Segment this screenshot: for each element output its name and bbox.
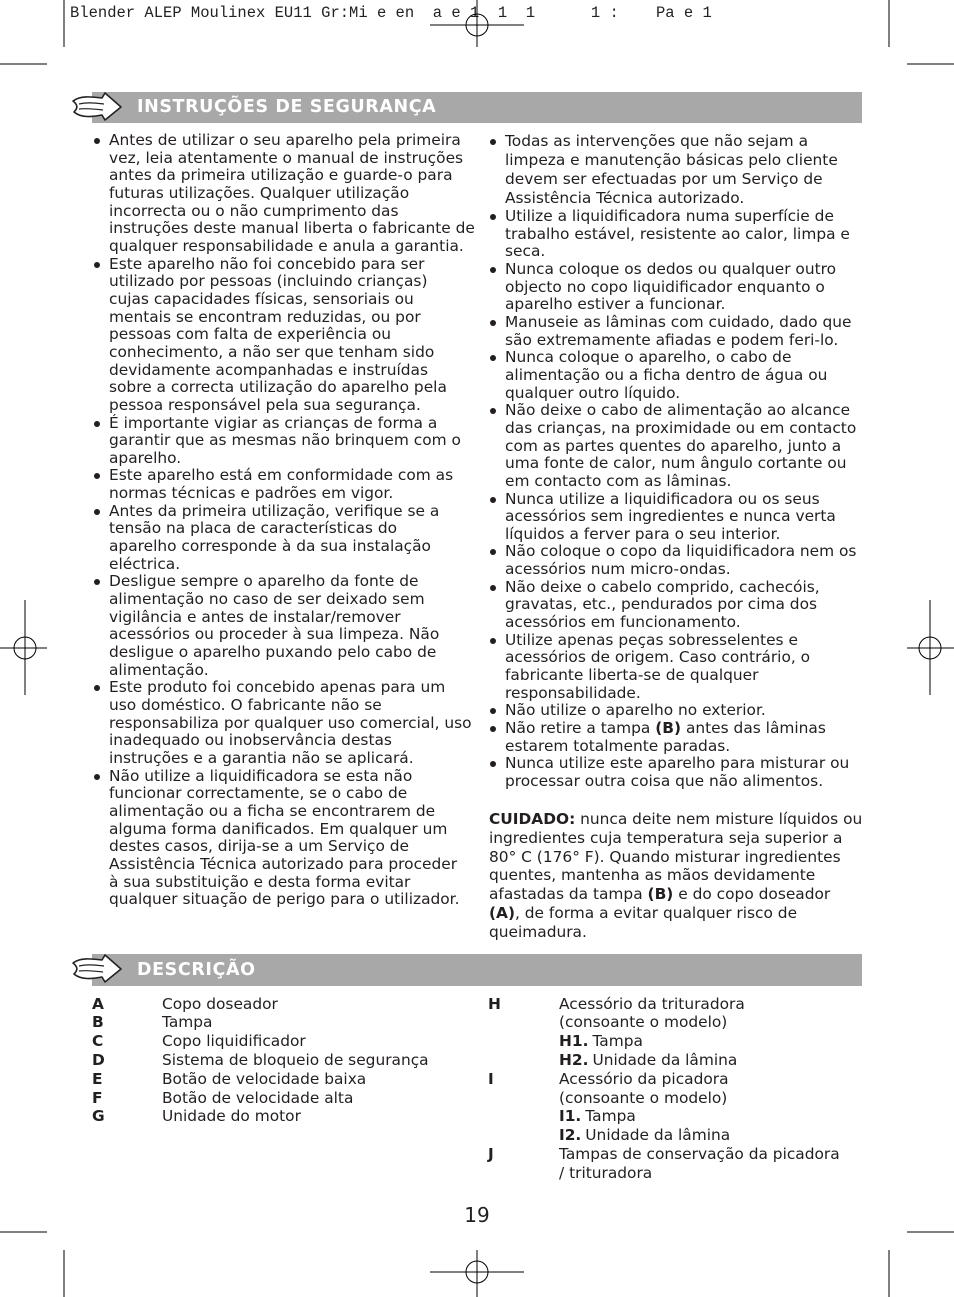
sub-part-row [488,1051,840,1070]
description-section-title: DESCRIÇÃO [137,960,256,980]
bullet-icon [94,421,100,427]
emphasis-text: (A) [489,903,515,922]
text-run: Utilize apenas peças sobresselentes e acessórios de origem. Caso contrário, o fabricante liberta-se de qualquer responsabilidade. [505,630,811,702]
text-run: Manuseie as lâminas com cuidado, dado que são extremamente afiadas e podem feri-lo. [505,312,852,349]
bullet-icon [490,585,496,591]
safety-instruction [488,208,868,261]
text-run: Nunca utilize este aparelho para misturar ou processar outra coisa que não alimentos. [505,754,850,790]
safety-instruction [488,491,868,544]
bullet-icon [94,473,100,479]
bullet-icon [490,214,496,220]
part-row-h [488,995,840,1033]
part-label: Copo doseador [162,994,278,1013]
sub-part-entry [559,1126,730,1145]
sub-part-label: Tampa [585,1107,636,1126]
safety-instruction [92,415,477,468]
sub-part-entry [559,1051,737,1070]
bullet-icon [94,262,100,268]
text-run: Não utilize a liquidificadora se esta não funcionar correctamente, se o cabo de alimentação ou a ficha se encontrarem de alguma forma danificados. Em qualquer um destes casos, dirija-se a um Serviço de Assistência Técnica autorizado para proceder à sua substituição e desta forma evitar qualquer situação de perigo para o utilizador. [109,766,460,909]
registration-mark [907,600,954,695]
part-label: Sistema de bloqueio de segurança [162,1050,429,1069]
text-run: Este aparelho não foi concebido para ser utilizado por pessoas (incluindo crianças) cujas capacidades físicas, sensoriais ou mentais se encontram reduzidas, ou por pessoas com falta de experiência ou conhecimento, a não ser que tenham sido devidamente acompanhadas e instruídas sobre a correcta utilização do aparelho pela pessoa responsável pela sua segurança. [109,254,447,414]
crop-mark [889,1232,954,1297]
safety-instruction [488,402,868,490]
safety-list-left [92,132,477,909]
bullet-icon [490,761,496,767]
text-run: Não retire a tampa [505,719,656,738]
safety-instruction [488,632,868,703]
text-run: nunca deite nem misture líquidos ou ingredientes cuja temperatura seja superior a 80° C (176° F). Quando misturar ingredientes quentes, mantenha as mãos devidamente afastadas da tampa [489,810,863,904]
part-letter: B [92,1013,104,1032]
bullet-icon [94,138,100,144]
part-letter-spacer [488,1032,559,1051]
text-run: Todas as intervenções que não sejam a limpeza e manutenção básicas pelo cliente devem ser efectuadas por um Serviço de Assistência Técnica autorizado. [505,132,838,207]
text-run: Não deixe o cabo de alimentação ao alcance das crianças, na proximidade ou em contacto com as partes quentes do aparelho, junto a uma fonte de calor, num ângulo cortante ou em contacto com as lâminas. [505,401,857,490]
part-row-f [92,1089,429,1108]
sub-part-key: I2. [559,1126,582,1145]
safety-instruction [92,256,477,415]
part-label: Acessório da trituradora (consoante o modelo) [559,994,745,1032]
bullet-icon [490,139,496,145]
bullet-icon [490,267,496,273]
text-run: Antes de utilizar o seu aparelho pela primeira vez, leia atentamente o manual de instruções antes da primeira utilização e guarde-o para futuras utilizações. Qualquer utilização incorrecta ou o não cumprimento das instruções deste manual liberta o fabricante de qualquer responsabilidade e anula a garantia. [109,131,475,255]
text-run: Este produto foi concebido apenas para um uso doméstico. O fabricante não se responsabiliza por qualquer uso comercial, uso inadequado ou inobservância destas instruções e a garantia não se aplicará. [109,678,472,767]
bullet-icon [94,579,100,585]
safety-section-header [92,92,862,123]
sub-part-row [488,1126,840,1145]
crop-mark [0,1232,64,1297]
parts-list-right [488,995,840,1183]
page-number: 19 [464,1203,490,1227]
emphasis-text: (B) [655,719,682,738]
part-row-b [92,1013,429,1032]
sub-part-entry [559,1032,643,1051]
part-row-d [92,1051,429,1070]
bullet-icon [490,638,496,644]
crop-mark [889,0,954,64]
bullet-icon [490,408,496,414]
description-section-header [92,954,862,986]
parts-list-left [92,995,429,1127]
bullet-icon [490,320,496,326]
part-letter: J [488,1144,494,1163]
text-run: Nunca utilize a liquidificadora ou os seus acessórios sem ingredientes e nunca verta líquidos a ferver para o seu interior. [505,489,836,543]
safety-instruction [488,132,868,208]
text-run: Este aparelho está em conformidade com as normas técnicas e padrões em vigor. [109,466,454,503]
text-run: , de forma a evitar qualquer risco de queimadura. [489,903,798,941]
text-run: e do copo doseador [678,885,831,904]
part-label: Tampa [162,1013,213,1032]
text-run: Não utilize o aparelho no exterior. [505,701,766,720]
part-letter: D [92,1050,105,1069]
print-slug-line: Blender ALEP Moulinex EU11 Gr:Mi e en a e 1 1 1 1 : Pa e 1 [70,4,712,22]
part-letter: I [488,1069,494,1088]
text-run: antes das lâminas estarem totalmente paradas. [505,719,826,755]
text-run: Não deixe o cabelo comprido, cachecóis, gravatas, etc., pendurados por cima dos acessórios em funcionamento. [505,577,820,632]
safety-instruction [488,755,868,790]
safety-instruction [92,467,477,502]
part-label: Unidade do motor [162,1107,301,1126]
bullet-icon [94,685,100,691]
safety-instruction [488,720,868,755]
pointing-arrow-icon [71,91,123,123]
part-label: Tampas de conservação da picadora / trituradora [559,1144,840,1182]
safety-instruction [488,314,868,349]
part-letter-spacer [488,1126,559,1145]
part-letter: H [488,994,501,1013]
part-label: Acessório da picadora (consoante o modelo) [559,1069,729,1107]
sub-part-row [488,1107,840,1126]
safety-instruction [488,261,868,314]
sub-part-key: H2. [559,1050,589,1069]
part-row-e [92,1070,429,1089]
text-run: Não coloque o copo da liquidificadora nem os acessórios num micro-ondas. [505,542,857,579]
emphasis-text: (B) [647,885,674,904]
safety-instruction [488,543,868,578]
emphasis-text: CUIDADO: [489,810,576,828]
part-row-i [488,1070,840,1108]
safety-instruction [488,702,868,720]
bullet-icon [490,708,496,714]
safety-section-title: INSTRUÇÕES DE SEGURANÇA [137,97,437,117]
bullet-icon [94,774,100,780]
part-letter: A [92,994,104,1013]
part-letter: F [92,1088,103,1107]
sub-part-key: I1. [559,1107,582,1126]
part-letter-spacer [488,1051,559,1070]
part-row-g [92,1107,429,1126]
text-run: Desligue sempre o aparelho da fonte de alimentação no caso de ser deixado sem vigilância e antes de instalar/remover acessórios ou proceder à sua limpeza. Não desligue o aparelho puxando pelo cabo de alimentação. [109,572,440,679]
part-row-c [92,1032,429,1051]
registration-mark [430,1250,524,1297]
safety-list-right [488,132,868,791]
part-row-j [488,1145,840,1183]
sub-part-label: Unidade da lâmina [585,1126,731,1145]
sub-part-key: H1. [559,1032,589,1051]
text-run: Utilize a liquidificadora numa superfície de trabalho estável, resistente ao calor, limpa e seca. [505,207,850,261]
sub-part-label: Unidade da lâmina [592,1050,738,1069]
sub-part-label: Tampa [592,1032,643,1051]
part-letter: C [92,1032,104,1051]
safety-instruction [92,768,477,909]
part-letter: G [92,1107,105,1126]
part-label: Botão de velocidade alta [162,1088,354,1107]
safety-instruction [488,579,868,632]
safety-instruction [92,573,477,679]
bullet-icon [94,509,100,515]
safety-instruction [488,349,868,402]
bullet-icon [490,355,496,361]
part-letter: E [92,1069,103,1088]
text-run: Nunca coloque o aparelho, o cabo de alimentação ou a ficha dentro de água ou qualquer outro líquido. [505,348,828,402]
safety-instruction [92,503,477,574]
crop-mark [0,0,64,64]
safety-instruction [92,132,477,256]
sub-part-entry [559,1107,636,1126]
part-label: Botão de velocidade baixa [162,1069,367,1088]
text-run: Antes da primeira utilização, verifique se a tensão na placa de características do aparelho corresponde à da sua instalação eléctrica. [109,501,440,573]
bullet-icon [490,726,496,732]
safety-instruction [92,679,477,767]
caution-note [489,810,862,942]
part-row-a [92,995,429,1014]
bullet-icon [490,549,496,555]
pointing-arrow-icon [71,953,123,985]
bullet-icon [490,497,496,503]
registration-mark [0,600,47,695]
sub-part-row [488,1032,840,1051]
part-label: Copo liquidificador [162,1032,306,1051]
text-run: É importante vigiar as crianças de forma a garantir que as mesmas não brinquem com o aparelho. [109,413,461,467]
part-letter-spacer [488,1107,559,1126]
text-run: Nunca coloque os dedos ou qualquer outro objecto no copo liquidificador enquanto o aparelho estiver a funcionar. [505,259,837,314]
